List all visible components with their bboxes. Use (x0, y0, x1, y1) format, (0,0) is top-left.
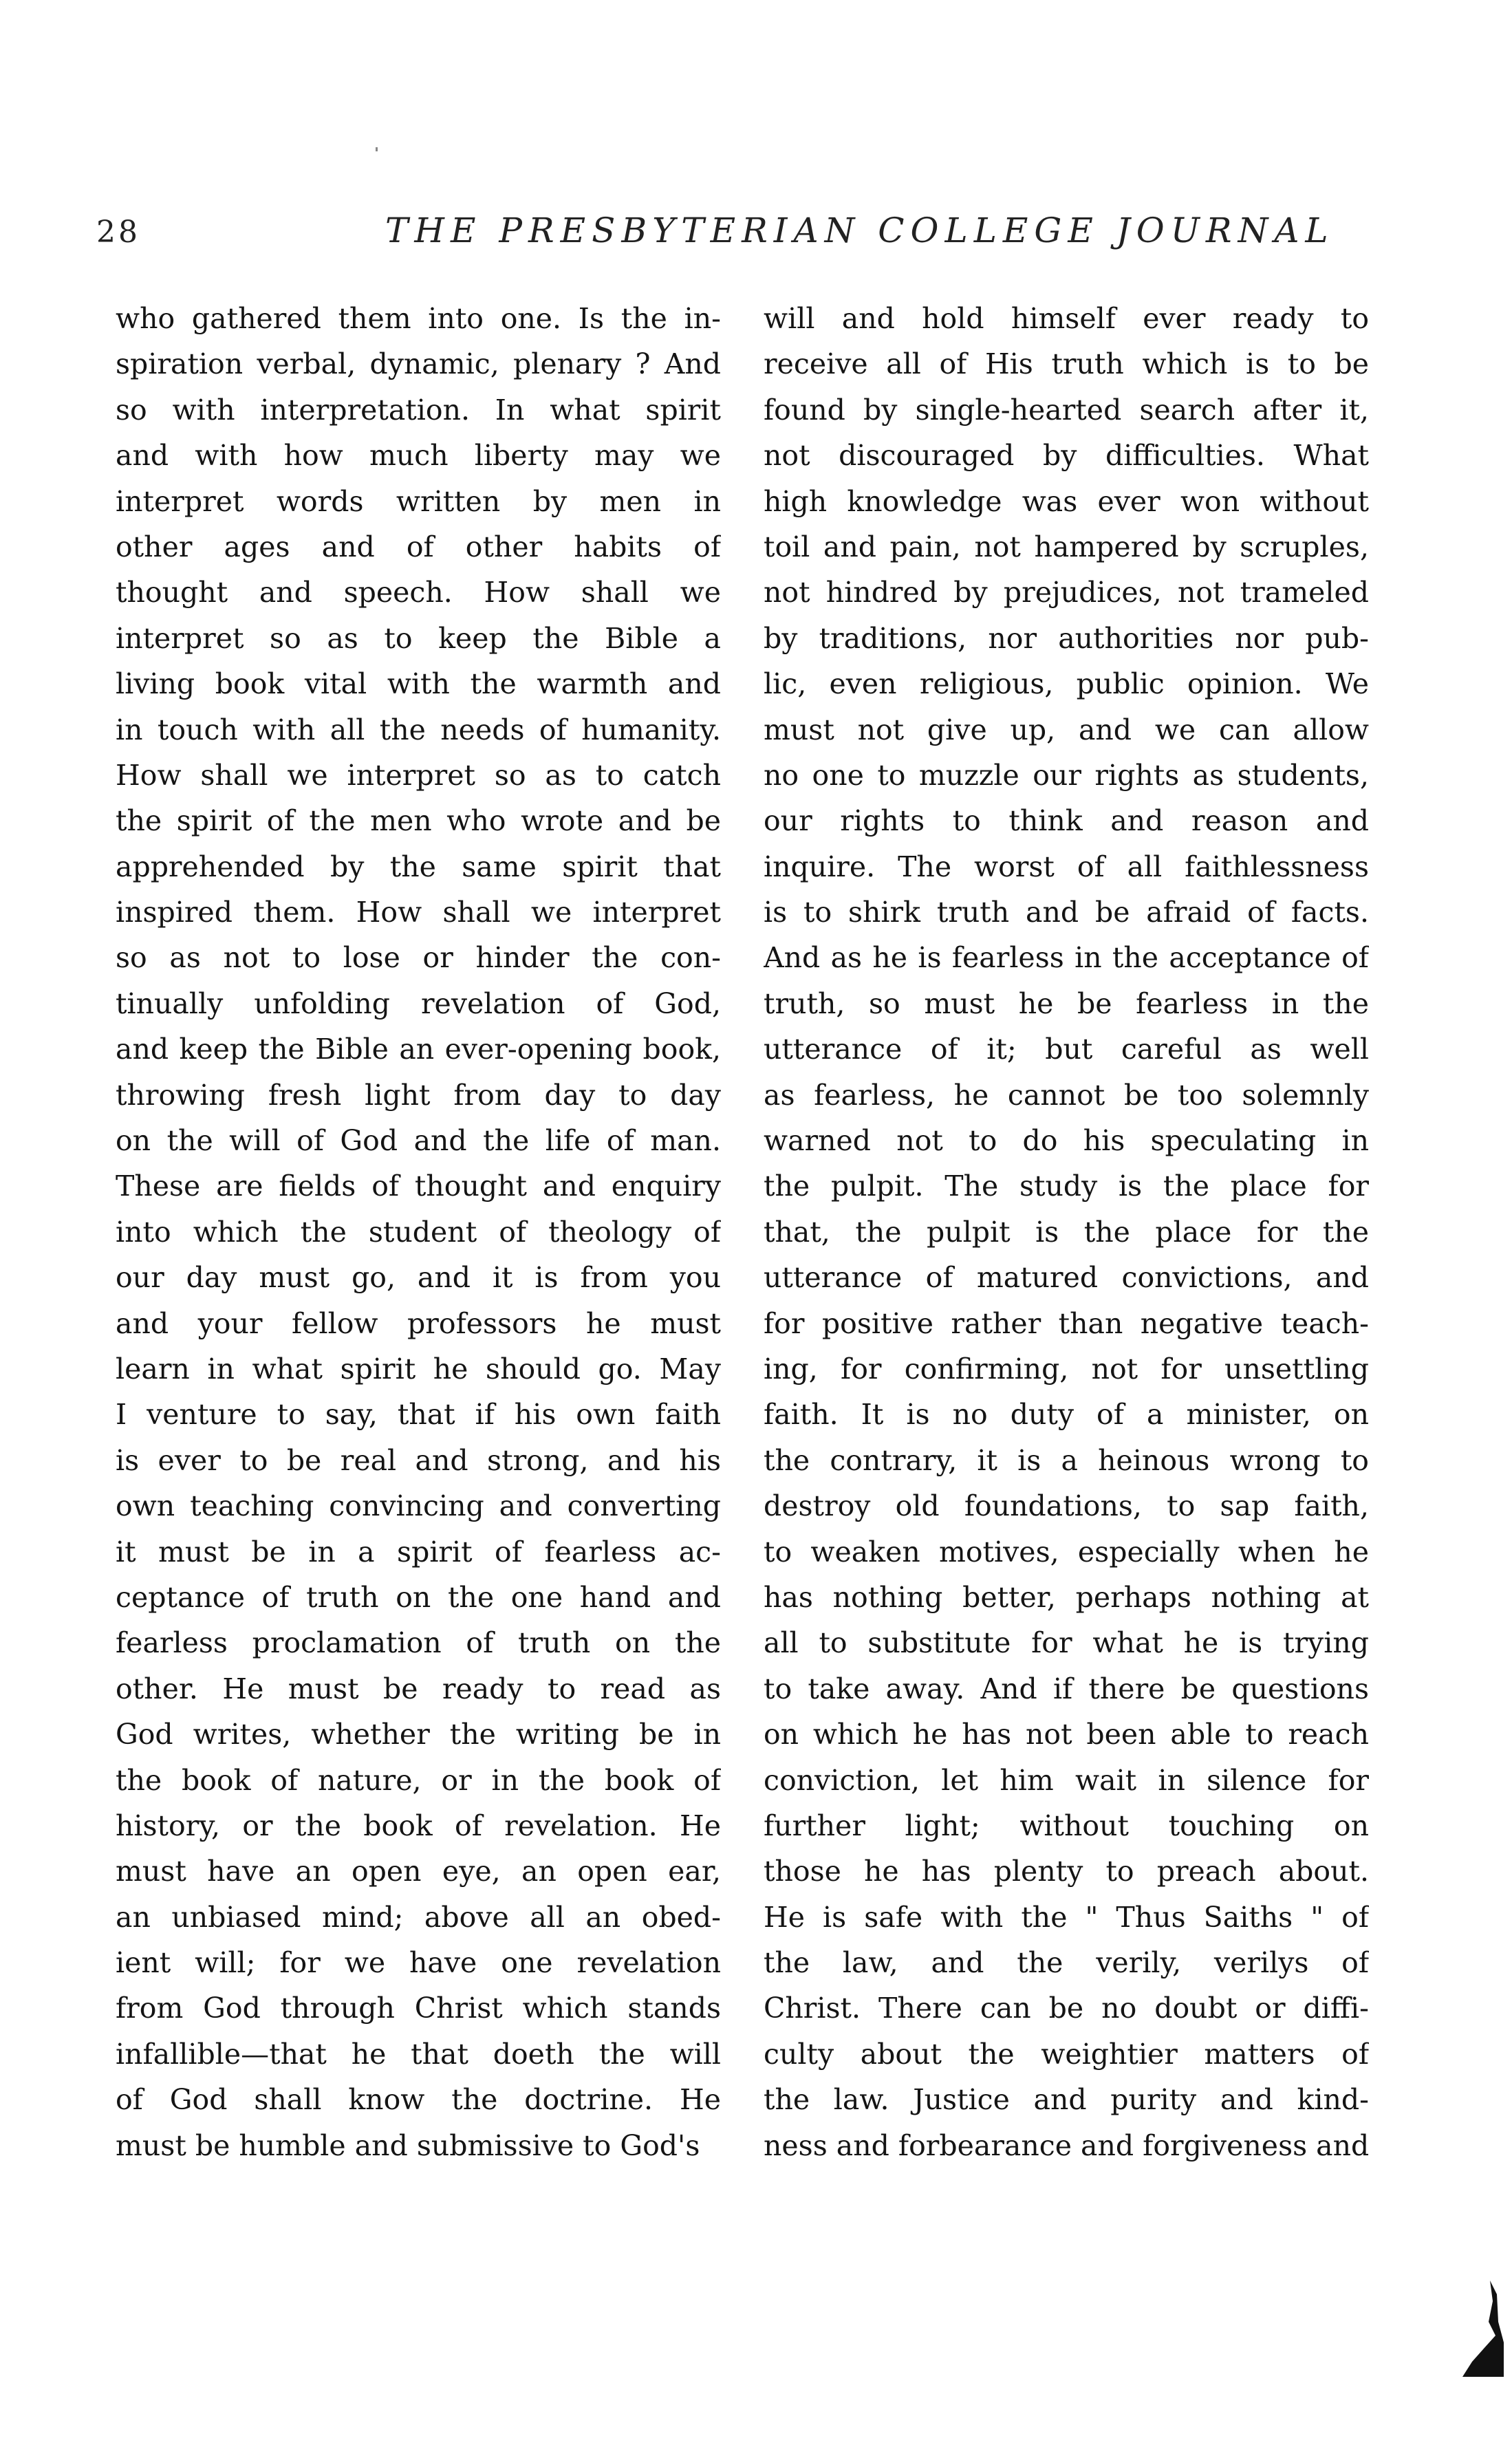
text-line: interpret so as to keep the Bible a (116, 621, 721, 655)
text-line: And as he is fearless in the acceptance of (764, 941, 1369, 975)
text-line: God writes, whether the writing be in (116, 1718, 721, 1751)
text-line: truth, so must he be fearless in the (764, 987, 1369, 1020)
text-line: inquire. The worst of all faithlessness (764, 850, 1369, 883)
text-line: throwing fresh light from day to day (116, 1078, 721, 1112)
text-line: other. He must be ready to read as (116, 1672, 721, 1705)
text-line: apprehended by the same spirit that (116, 850, 721, 883)
text-line: must have an open eye, an open ear, (116, 1855, 721, 1888)
text-line: inspired them. How shall we interpret (116, 896, 721, 929)
text-line: on the will of God and the life of man. (116, 1124, 721, 1158)
text-line: own teaching convincing and converting (116, 1489, 721, 1523)
text-line: tinually unfolding revelation of God, (116, 987, 721, 1020)
text-line: into which the student of theology of (116, 1215, 721, 1249)
text-line: must not give up, and we can allow (764, 713, 1369, 746)
text-line: the spirit of the men who wrote and be (116, 804, 721, 838)
text-line: for positive rather than negative teach- (764, 1306, 1369, 1340)
text-line: and your fellow professors he must (116, 1306, 721, 1340)
text-line: ness and forbearance and forgiveness and (764, 2128, 1369, 2162)
text-line: to take away. And if there be questions (764, 1672, 1369, 1705)
text-line: ceptance of truth on the one hand and (116, 1580, 721, 1614)
page-number: 28 (96, 215, 140, 250)
text-line: who gathered them into one. Is the in- (116, 302, 721, 335)
text-line: our day must go, and it is from you (116, 1261, 721, 1295)
right-text-column (764, 296, 1369, 2168)
text-line: receive all of His truth which is to be (764, 347, 1369, 381)
text-line: ing, for confirming, not for unsettling (764, 1352, 1369, 1386)
text-line: found by single-hearted search after it, (764, 393, 1369, 427)
text-line: will and hold himself ever ready to (764, 302, 1369, 335)
text-line: history, or the book of revelation. He (116, 1809, 721, 1842)
text-line: faith. It is no duty of a minister, on (764, 1398, 1369, 1432)
text-line: high knowledge was ever won without (764, 484, 1369, 518)
text-line: those he has plenty to preach about. (764, 1855, 1369, 1888)
text-line: has nothing better, perhaps nothing at (764, 1580, 1369, 1614)
text-line: the book of nature, or in the book of (116, 1763, 721, 1797)
text-line: an unbiased mind; above all an obed- (116, 1900, 721, 1934)
left-text-column (116, 296, 721, 2168)
text-line: is to shirk truth and be afraid of facts. (764, 896, 1369, 929)
text-line: spiration verbal, dynamic, plenary ? And (116, 347, 721, 381)
text-line: other ages and of other habits of (116, 530, 721, 563)
text-line: Christ. There can be no doubt or diffi- (764, 1992, 1369, 2025)
text-line: is ever to be real and strong, and his (116, 1443, 721, 1477)
text-line: He is safe with the " Thus Saiths " of (764, 1900, 1369, 1934)
text-line: on which he has not been able to reach (764, 1718, 1369, 1751)
text-line: so as not to lose or hinder the con- (116, 941, 721, 975)
text-line: all to substitute for what he is trying (764, 1626, 1369, 1660)
running-title: THE PRESBYTERIAN COLLEGE JOURNAL (385, 211, 1335, 250)
text-line: in touch with all the needs of humanity. (116, 713, 721, 746)
text-line: and with how much liberty may we (116, 439, 721, 473)
text-line: How shall we interpret so as to catch (116, 758, 721, 792)
text-line: from God through Christ which stands (116, 1992, 721, 2025)
text-line: lic, even religious, public opinion. We (764, 667, 1369, 701)
text-line: living book vital with the warmth and (116, 667, 721, 701)
text-line: toil and pain, not hampered by scruples, (764, 530, 1369, 563)
text-line: further light; without touching on (764, 1809, 1369, 1842)
text-line: utterance of matured convictions, and (764, 1261, 1369, 1295)
text-line: conviction, let him wait in silence for (764, 1763, 1369, 1797)
text-line: utterance of it; but careful as well (764, 1033, 1369, 1066)
text-line: learn in what spirit he should go. May (116, 1352, 721, 1386)
text-line: must be humble and submissive to God's (116, 2128, 700, 2162)
text-line: not hindred by prejudices, not trameled (764, 576, 1369, 610)
text-line: warned not to do his speculating in (764, 1124, 1369, 1158)
text-line: the law. Justice and purity and kind- (764, 2083, 1369, 2117)
text-line: no one to muzzle our rights as students, (764, 758, 1369, 792)
text-line: interpret words written by men in (116, 484, 721, 518)
text-line: of God shall know the doctrine. He (116, 2083, 721, 2117)
text-line: the law, and the verily, verilys of (764, 1946, 1369, 1980)
text-line: to weaken motives, especially when he (764, 1535, 1369, 1568)
text-line: our rights to think and reason and (764, 804, 1369, 838)
text-line: not discouraged by difficulties. What (764, 439, 1369, 473)
page-blemish (376, 147, 378, 151)
text-line: infallible—that he that doeth the will (116, 2037, 721, 2071)
text-line: as fearless, he cannot be too solemnly (764, 1078, 1369, 1112)
text-line: destroy old foundations, to sap faith, (764, 1489, 1369, 1523)
text-line: fearless proclamation of truth on the (116, 1626, 721, 1660)
text-line: so with interpretation. In what spirit (116, 393, 721, 427)
text-line: thought and speech. How shall we (116, 576, 721, 610)
text-line: culty about the weightier matters of (764, 2037, 1369, 2071)
text-line: it must be in a spirit of fearless ac- (116, 1535, 721, 1568)
text-line: and keep the Bible an ever-opening book, (116, 1033, 721, 1066)
text-line: the contrary, it is a heinous wrong to (764, 1443, 1369, 1477)
text-line: ient will; for we have one revelation (116, 1946, 721, 1980)
text-line: I venture to say, that if his own faith (116, 1398, 721, 1432)
text-line: by traditions, nor authorities nor pub- (764, 621, 1369, 655)
page-corner-mark (1462, 2281, 1504, 2377)
text-line: These are fields of thought and enquiry (116, 1169, 721, 1203)
text-line: that, the pulpit is the place for the (764, 1215, 1369, 1249)
text-line: the pulpit. The study is the place for (764, 1169, 1369, 1203)
